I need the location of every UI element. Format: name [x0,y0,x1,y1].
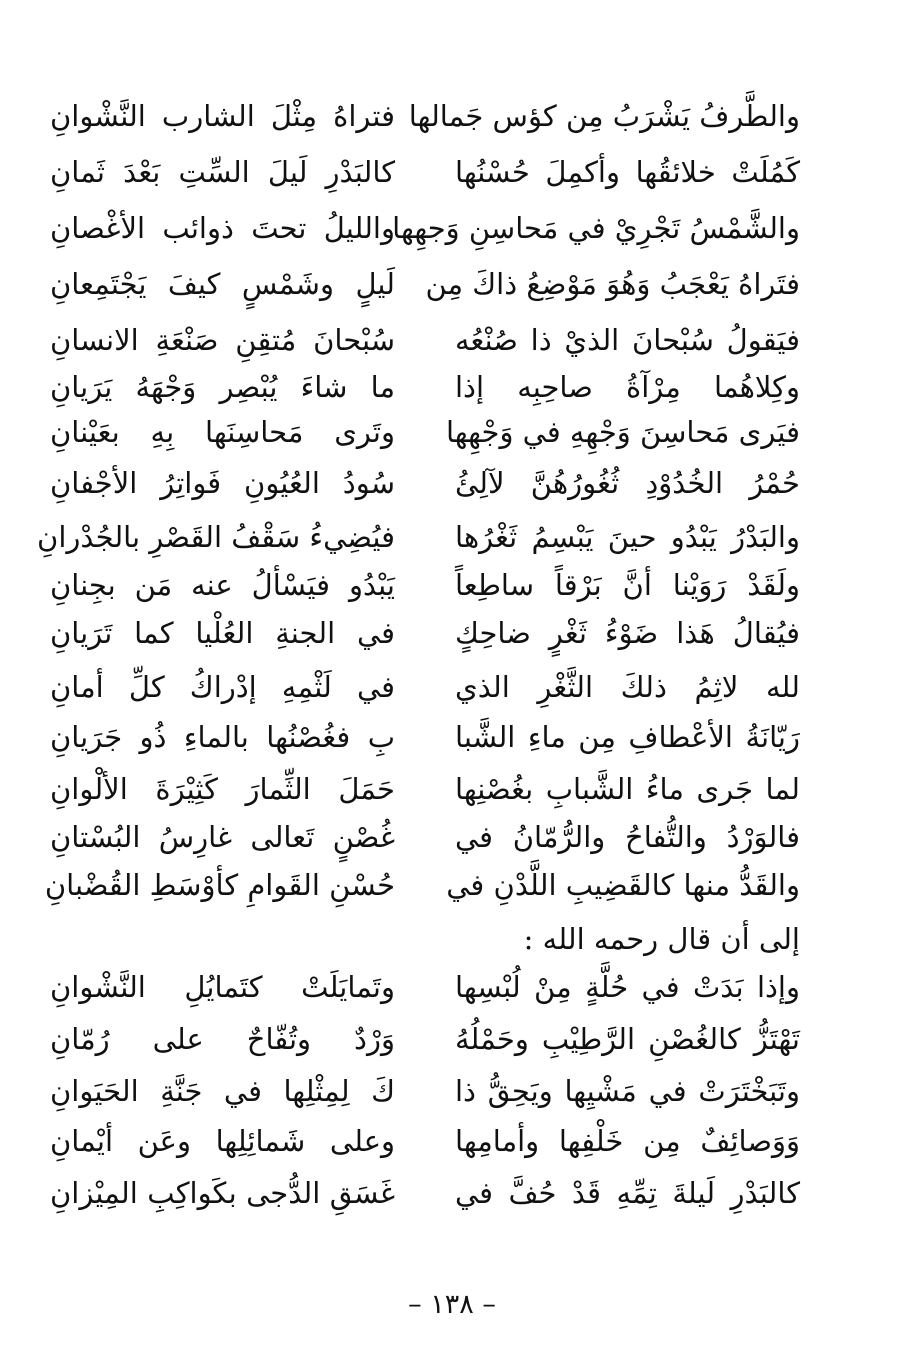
verse-first-hemistich: تَهْتَزُّ كالغُصْنِ الرَّطِيْبِ وحَمْلُهُ [455,1022,800,1056]
verse-first-hemistich: والطَّرفُ يَشْرَبُ مِن كؤس جَمالها [408,99,800,133]
verse-second-hemistich: والليلُ تحتَ ذوائب الأغْصانِ [50,211,395,245]
verse-first-hemistich: ولَقَدْ رَوَيْنا أنَّ بَرْقاً ساطِعاً [455,568,800,602]
verse-first-hemistich: كَمُلَتْ خلائقُها وأكمِلَ حُسْنُها [455,155,800,189]
verse-second-hemistich: حَمَلَ الثِّمارَ كَثِيْرَةَ الألْوانِ [50,772,395,806]
verse-second-hemistich: في الجنةِ العُلْيا كما تَرَيانِ [50,616,395,650]
verse-first-hemistich: وَوَصائِفٌ مِن خَلْفِها وأمامِها [455,1124,800,1158]
verse-first-hemistich: والبَدْرُ يَبْدُو حينَ يَبْسِمُ ثَغْرُها [455,520,800,554]
verse-second-hemistich: في لَثْمِهِ إدْراكُ كلِّ أمانِ [50,670,395,704]
verse-couplet [50,810,800,864]
verse-couplet [50,710,800,764]
verse-first-hemistich: رَيّانَةُ الأعْطافِ مِن ماءِ الشَّبا [455,720,800,754]
verse-second-hemistich: بِ فغُصْنُها بالماءِ ذُو جَرَيانِ [50,720,395,754]
verse-first-hemistich: وتَبَخْتَرَتْ في مَشْيِها ويَحِقُّ ذا [455,1074,800,1108]
verse-second-hemistich: سُبْحانَ مُتقِنِ صَنْعَةِ الانسانِ [50,323,395,357]
verse-couplet [50,201,800,255]
verse-couplet [50,606,800,660]
verse-second-hemistich: كالبَدْرِ لَيلَ السِّتِ بَعْدَ ثَمانِ [50,155,395,189]
verse-first-hemistich: والقَدُّ منها كالقَضِيبِ اللَّدْنِ في [446,868,800,902]
verse-couplet [50,145,800,199]
verse-second-hemistich: لَيلٍ وشَمْسٍ كيفَ يَجْتَمِعانِ [50,267,395,301]
verse-first-hemistich: فيَرى مَحاسِنَ وَجْهِهِ في وَجْهِها [445,415,800,449]
verse-couplet [50,456,800,510]
verse-second-hemistich: غَسَقِ الدُّجى بكَواكِبِ المِيْزانِ [50,1176,395,1210]
verse-second-hemistich: وعلى شَمائِلِها وعَن أيْمانِ [50,1124,395,1158]
verse-second-hemistich: وَرْدٌ وتُفّاحٌ على رُمّانِ [50,1022,395,1056]
verse-couplet [44,858,800,912]
verse-second-hemistich: وتَمايَلَتْ كتَمايُلِ النَّشْوانِ [50,970,395,1004]
verse-couplet [50,660,800,714]
verse-first-hemistich: لما جَرى ماءُ الشَّبابِ بغُصْنِها [455,772,800,806]
verse-couplet [50,762,800,816]
verse-second-hemistich: فيُضِيءُ سَقْفُ القَصْرِ بالجُدْرانِ [37,520,395,554]
verse-second-hemistich: يَبْدُو فيَسْألُ عنه مَن بجِنانِ [50,568,395,602]
verse-couplet [50,1114,800,1168]
verse-second-hemistich: غُصْنٍ تَعالى غارِسُ البُسْتانِ [50,820,395,854]
verse-first-hemistich: وكِلاهُما مِرْآةُ صاحِبِه إذا [455,370,800,404]
verse-first-hemistich: فالوَرْدُ والتُّفاحُ والرُّمّانُ في [455,820,800,854]
verse-couplet [50,558,800,612]
verse-first-hemistich: فيَقولُ سُبْحانَ الذيْ ذا صُنْعُه [455,323,800,357]
verse-first-hemistich: كالبَدْرِ لَيلةَ تِمِّهِ قَدْ حُفَّ في [455,1176,800,1210]
verse-couplet [50,1166,800,1220]
verse-couplet [50,1064,800,1118]
verse-first-hemistich: فيُقالُ هَذا ضَوْءُ ثَغْرٍ ضاحِكٍ [455,616,800,650]
verse-couplet [37,510,800,564]
verse-second-hemistich: كَ لِمِثْلِها في جَنَّةِ الحَيَوانِ [50,1074,395,1108]
verse-second-hemistich: ما شاءَ يُبْصِر وَجْهَهُ يَرَيانِ [50,370,395,404]
verse-couplet [50,257,800,311]
transition-line: إلى أن قال رحمه الله : [523,922,800,956]
verse-second-hemistich: حُسْنِ القَوامِ كأوْسَطِ القُضْبانِ [44,868,395,902]
verse-couplet [50,89,800,143]
page-number: – ١٣٨ – [408,1289,496,1320]
verse-couplet [50,313,800,367]
verse-first-hemistich: والشَّمْسُ تَجْرِيْ في مَحاسِنِ وَجهِها [392,211,800,245]
verse-second-hemistich: سُودُ العُيُونِ فَواتِرُ الأجْفانِ [50,466,395,500]
verse-first-hemistich: حُمْرُ الخُدُوْدِ ثُغُورُهُنَّ لآلِئُ [455,466,800,500]
verse-second-hemistich: فتراهُ مِثْلَ الشارب النَّشْوانِ [50,99,395,133]
verse-second-hemistich: وتَرى مَحاسِنَها بِهِ بعَيْنانِ [50,415,395,449]
verse-first-hemistich: وإذا بَدَتْ في حُلَّةٍ مِنْ لُبْسِها [455,970,800,1004]
verse-first-hemistich: فتَراهُ يَعْجَبُ وَهُوَ مَوْضِعُ ذاكَ مِن [425,267,800,301]
verse-couplet [50,405,800,459]
verse-couplet [50,960,800,1014]
verse-first-hemistich: لله لاثِمُ ذلكَ الثَّغْرِ الذي [455,670,800,704]
verse-couplet [50,1012,800,1066]
